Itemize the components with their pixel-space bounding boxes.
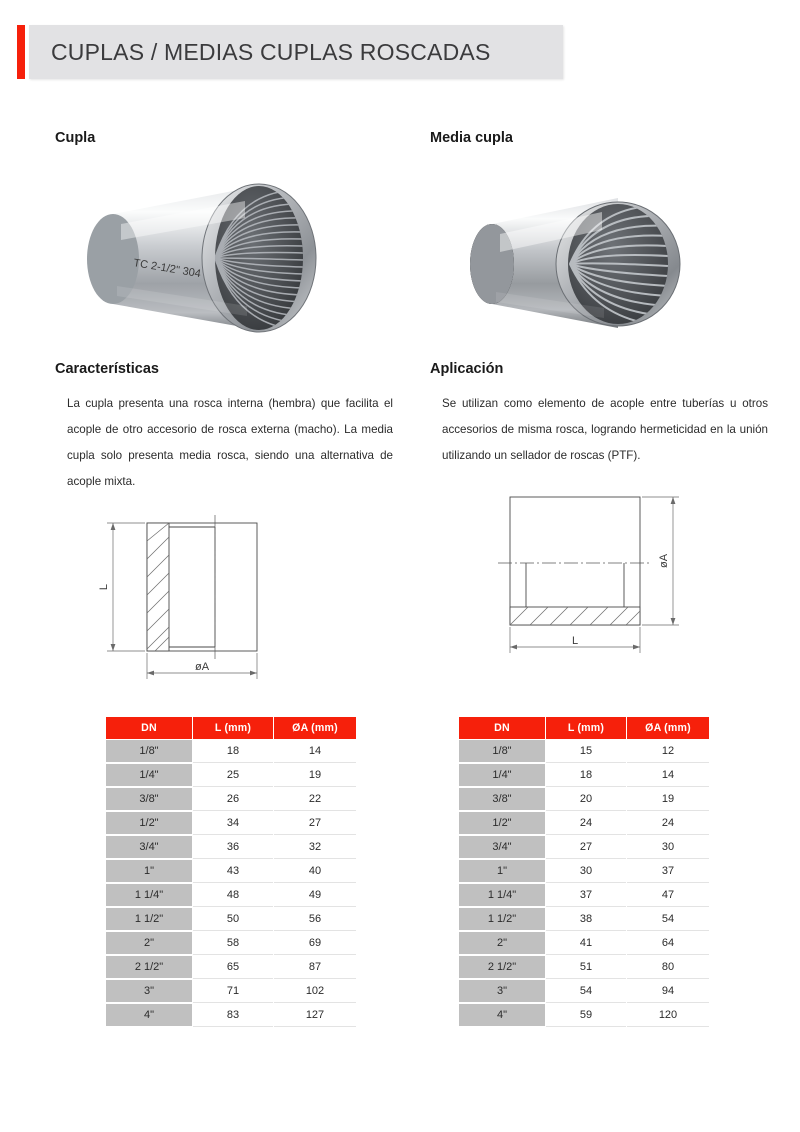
- cell-a: 47: [627, 884, 709, 907]
- media-cupla-dim-vertical-label: øA: [658, 553, 670, 569]
- table-row: [459, 884, 709, 907]
- page-header: [17, 25, 563, 79]
- media-cupla-table-body: [459, 740, 709, 1027]
- cell-l: 24: [546, 812, 626, 835]
- cell-dn: 1 1/4": [106, 884, 192, 907]
- cell-dn: 2 1/2": [106, 956, 192, 979]
- cell-dn: 3": [106, 980, 192, 1003]
- column-header-a: ØA (mm): [627, 717, 709, 739]
- cell-a: 19: [274, 764, 356, 787]
- cupla-dim-vertical-label: L: [98, 583, 110, 591]
- cupla-product-label: Cupla: [55, 130, 96, 146]
- cell-l: 26: [193, 788, 273, 811]
- cell-a: 127: [274, 1004, 356, 1027]
- cell-a: 40: [274, 860, 356, 883]
- cupla-table-body: [106, 740, 356, 1027]
- header-accent-bar: [17, 25, 25, 79]
- cell-a: 94: [627, 980, 709, 1003]
- table-row: [459, 1004, 709, 1027]
- cell-dn: 3/8": [106, 788, 192, 811]
- caracteristicas-heading: Características: [55, 361, 159, 377]
- cupla-dimensions-table: [105, 716, 357, 1028]
- table-row: [459, 956, 709, 979]
- aplicacion-heading: Aplicación: [430, 361, 504, 377]
- cell-l: 15: [546, 740, 626, 763]
- table-row: [106, 956, 356, 979]
- cell-l: 41: [546, 932, 626, 955]
- cell-a: 37: [627, 860, 709, 883]
- table-row: [459, 980, 709, 1003]
- cell-l: 38: [546, 908, 626, 931]
- cell-l: 51: [546, 956, 626, 979]
- cell-l: 37: [546, 884, 626, 907]
- cell-a: 30: [627, 836, 709, 859]
- page-title: CUPLAS / MEDIAS CUPLAS ROSCADAS: [51, 39, 491, 65]
- cell-a: 32: [274, 836, 356, 859]
- cell-dn: 1": [106, 860, 192, 883]
- table-row: [106, 764, 356, 787]
- table-row: [459, 764, 709, 787]
- column-header-a: ØA (mm): [274, 717, 356, 739]
- cell-dn: 2": [106, 932, 192, 955]
- cell-dn: 3/4": [459, 836, 545, 859]
- cell-dn: 1/8": [459, 740, 545, 763]
- table-header-row: [459, 717, 709, 739]
- table-row: [106, 740, 356, 763]
- table-row: [106, 908, 356, 931]
- cell-dn: 4": [106, 1004, 192, 1027]
- cell-dn: 3/4": [106, 836, 192, 859]
- cell-dn: 1/4": [106, 764, 192, 787]
- media-cupla-column: [430, 130, 770, 666]
- cell-dn: 3/8": [459, 788, 545, 811]
- cell-a: 80: [627, 956, 709, 979]
- cupla-drawing: [55, 507, 395, 692]
- cell-a: 19: [627, 788, 709, 811]
- cell-dn: 2": [459, 932, 545, 955]
- column-header-dn: DN: [459, 717, 545, 739]
- table-row: [106, 1004, 356, 1027]
- table-row: [106, 836, 356, 859]
- cell-a: 87: [274, 956, 356, 979]
- table-row: [459, 932, 709, 955]
- cell-l: 71: [193, 980, 273, 1003]
- cell-l: 20: [546, 788, 626, 811]
- cell-dn: 1 1/2": [459, 908, 545, 931]
- media-cupla-product-label: Media cupla: [430, 130, 513, 146]
- cupla-photo-engraving: TC 2-1/2" 304: [132, 257, 202, 281]
- table-row: [459, 908, 709, 931]
- cupla-photo: [55, 146, 395, 361]
- cell-dn: 2 1/2": [459, 956, 545, 979]
- cell-a: 54: [627, 908, 709, 931]
- column-header-l: L (mm): [193, 717, 273, 739]
- table-row: [459, 836, 709, 859]
- cell-l: 27: [546, 836, 626, 859]
- cell-l: 36: [193, 836, 273, 859]
- table-header-row: [106, 717, 356, 739]
- cell-a: 69: [274, 932, 356, 955]
- cupla-photo-image: [55, 146, 395, 361]
- cell-l: 25: [193, 764, 273, 787]
- media-cupla-photo-image: [430, 146, 770, 361]
- cell-l: 30: [546, 860, 626, 883]
- cell-dn: 1/2": [106, 812, 192, 835]
- cell-l: 65: [193, 956, 273, 979]
- cell-dn: 3": [459, 980, 545, 1003]
- aplicacion-text: Se utilizan como elemento de acople entre tuberías u otros accesorios de misma rosca, logrando hermeticidad en la unión utilizando un sellador de roscas (PTF).: [442, 397, 768, 462]
- table-row: [106, 860, 356, 883]
- cell-a: 120: [627, 1004, 709, 1027]
- cell-dn: 1 1/2": [106, 908, 192, 931]
- column-header-dn: DN: [106, 717, 192, 739]
- caracteristicas-text: La cupla presenta una rosca interna (hembra) que facilita el acople de otro accesorio de rosca externa (macho). La media cupla solo presenta media rosca, siendo una alternativa de acople mixta.: [67, 397, 393, 488]
- cupla-drawing-svg: [55, 507, 395, 687]
- column-header-l: L (mm): [546, 717, 626, 739]
- table-row: [459, 860, 709, 883]
- cell-a: 27: [274, 812, 356, 835]
- cell-a: 12: [627, 740, 709, 763]
- media-cupla-dimensions-table: [458, 716, 710, 1028]
- media-cupla-drawing-svg: [430, 481, 770, 661]
- media-cupla-photo: [430, 146, 770, 361]
- table-row: [106, 788, 356, 811]
- cell-l: 48: [193, 884, 273, 907]
- cell-a: 24: [627, 812, 709, 835]
- cell-a: 64: [627, 932, 709, 955]
- cell-a: 14: [627, 764, 709, 787]
- cell-l: 58: [193, 932, 273, 955]
- cell-l: 83: [193, 1004, 273, 1027]
- media-cupla-dim-horizontal-label: L: [571, 635, 579, 647]
- table-row: [106, 932, 356, 955]
- cupla-dim-horizontal-label: øA: [194, 661, 210, 673]
- cell-l: 54: [546, 980, 626, 1003]
- cell-dn: 1/2": [459, 812, 545, 835]
- cell-a: 14: [274, 740, 356, 763]
- cell-l: 18: [546, 764, 626, 787]
- cell-dn: 1/8": [106, 740, 192, 763]
- cell-l: 18: [193, 740, 273, 763]
- cell-l: 34: [193, 812, 273, 835]
- cell-dn: 1/4": [459, 764, 545, 787]
- cupla-column: [55, 130, 395, 692]
- cell-dn: 1 1/4": [459, 884, 545, 907]
- table-row: [459, 812, 709, 835]
- cell-l: 59: [546, 1004, 626, 1027]
- cell-l: 50: [193, 908, 273, 931]
- cell-a: 22: [274, 788, 356, 811]
- cell-dn: 4": [459, 1004, 545, 1027]
- table-row: [106, 980, 356, 1003]
- cell-l: 43: [193, 860, 273, 883]
- table-row: [459, 788, 709, 811]
- cell-a: 49: [274, 884, 356, 907]
- cell-a: 102: [274, 980, 356, 1003]
- cell-a: 56: [274, 908, 356, 931]
- cell-dn: 1": [459, 860, 545, 883]
- table-row: [459, 740, 709, 763]
- table-row: [106, 884, 356, 907]
- media-cupla-drawing: [430, 481, 770, 666]
- table-row: [106, 812, 356, 835]
